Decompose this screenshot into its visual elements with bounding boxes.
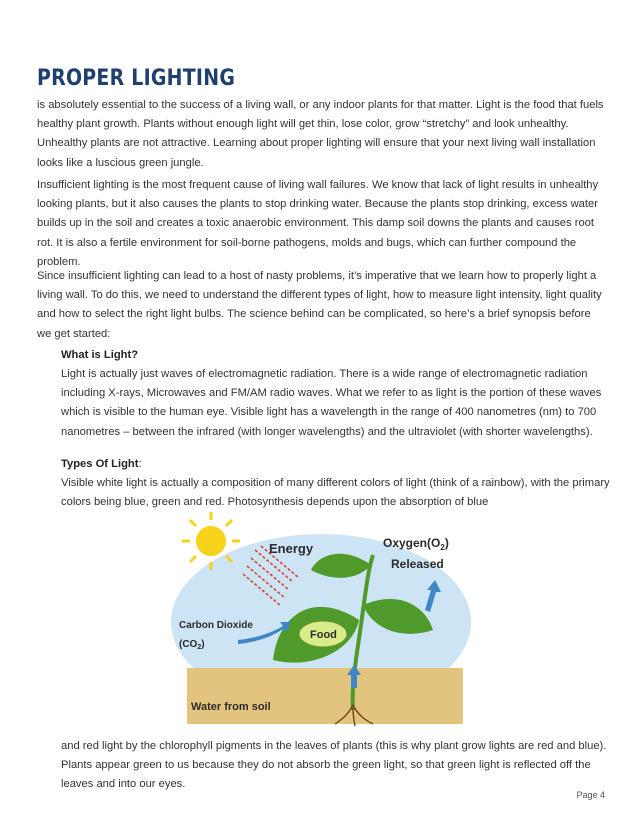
energy-label: Energy	[269, 541, 314, 556]
heading-colon: :	[138, 458, 142, 470]
soil-band	[187, 668, 463, 724]
carbon-dioxide-label: Carbon Dioxide	[179, 620, 253, 631]
synopsis-paragraph: Since insufficient lighting can lead to a host of nasty problems, it’s imperative that we learn how to properly light a living wall. To do this, we need to understand the different types of light, how to measure light intensity, light quality and how to select the right light bulbs. The science behind can be complicated, so here’s a brief synopsis before we get started:	[37, 270, 602, 340]
types-of-light-body: Visible white light is actually a composition of many different colors of light (think of a rainbow), with the primary colors being blue, green and red. Photosynthesis depends upon the absorption of blue	[61, 477, 610, 509]
water-from-soil-label: Water from soil	[191, 701, 271, 713]
released-label: Released	[391, 557, 444, 571]
what-is-light-heading: What is Light?	[61, 349, 139, 361]
oxygen-label: $Oxygen(O_2)$	[383, 536, 449, 552]
types-of-light-heading-line	[61, 455, 611, 474]
insufficient-lighting-paragraph: Insufficient lighting is the most frequent cause of living wall failures. We know that lack of light results in unhealthy looking plants, but it also causes the plants to stop drinking water. Because the plants stop drinking, excess water builds up in the soil and creates a toxic anaerobic environment. This damp soil downs the plants and causes root rot. It is also a fertile environment for soil-borne pathogens, molds and bugs, which can further compound the problem.	[37, 179, 599, 268]
intro-paragraph: is absolutely essential to the success of a living wall, or any indoor plants for that matter. Light is the food that fuels healthy plant growth. Plants without enough light will get thin, lose color, grow “stretchy” and look unhealthy. Unhealthy plants are not attractive. Learning about proper lighting will ensure that your next living wall installation looks like a luscious green jungle.	[37, 99, 604, 169]
photosynthesis-svg	[163, 510, 473, 728]
types-of-light-continued: and red light by the chlorophyll pigments in the leaves of plants (this is why plant grow lights are red and blue). Plants appear green to us because they do not absorb the green light, so that green light is reflected off the leaves and into our eyes.	[61, 740, 607, 791]
sun-icon	[182, 512, 240, 570]
page-number: Page 4	[576, 790, 605, 800]
photosynthesis-diagram	[163, 510, 473, 728]
food-label: Food	[310, 629, 337, 641]
types-of-light-heading: Types Of Light	[61, 458, 139, 470]
page-title: PROPER LIGHTING	[37, 66, 236, 91]
co2-label: $(CO_2)$	[179, 639, 205, 651]
what-is-light-body: Light is actually just waves of electromagnetic radiation. There is a wide range of electromagnetic radiation including X-rays, Microwaves and FM/AM radio waves. What we refer to as light is the portion of these waves which is visible to the human eye. Visible light has a wavelength in the range of 400 nanometres (nm) to 700 nanometres – between the infrared (with longer wavelengths) and the ultraviolet (with shorter wavelengths).	[61, 368, 602, 438]
